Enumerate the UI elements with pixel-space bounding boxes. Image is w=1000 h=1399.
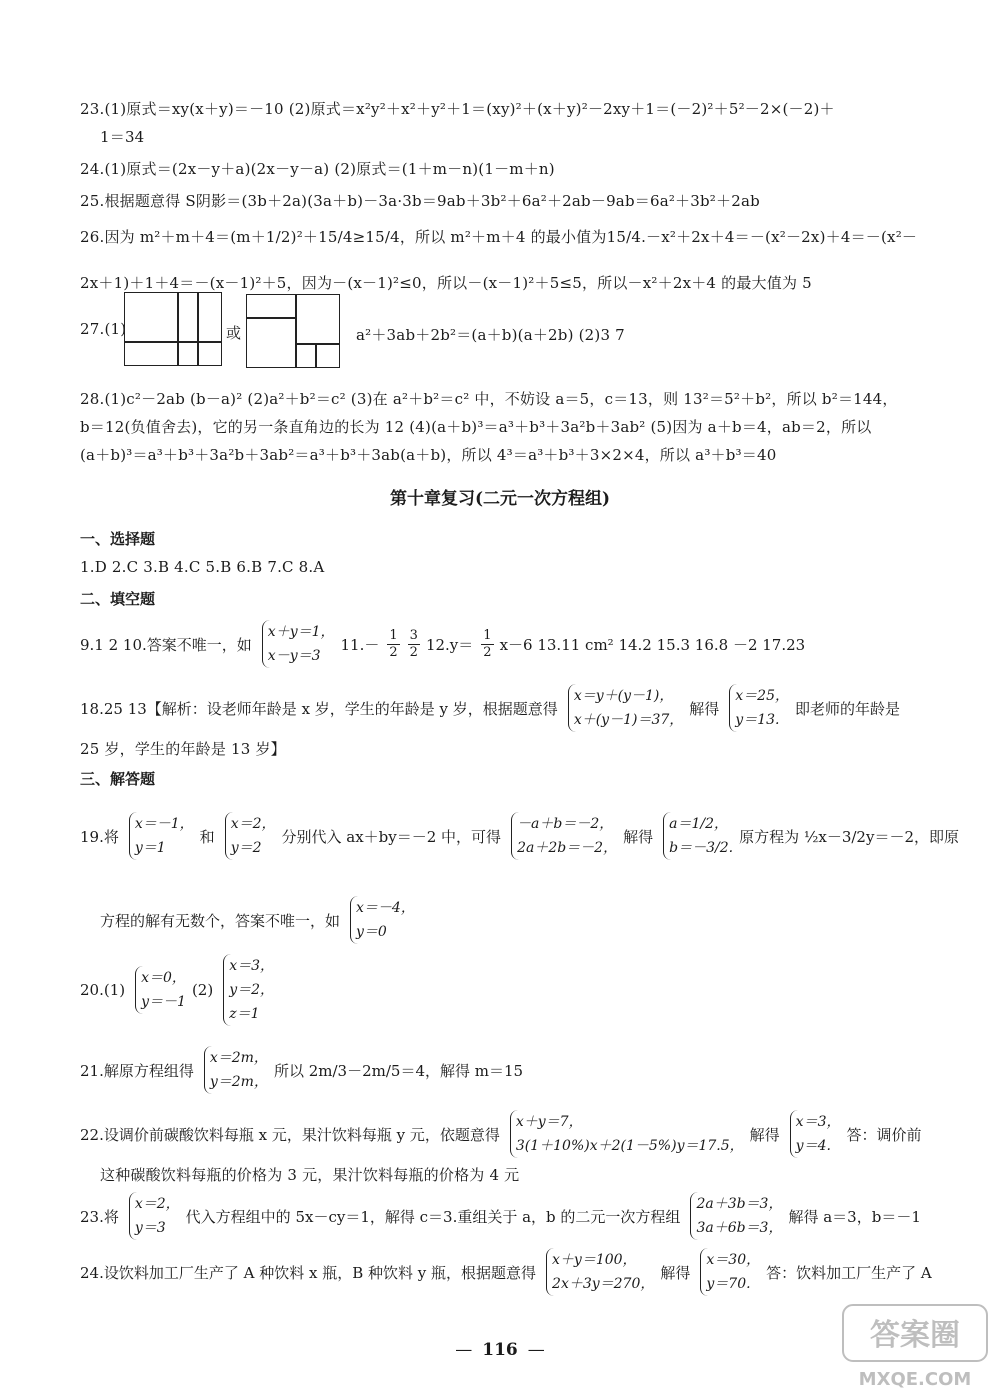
line-28b: b＝12(负值舍去)，它的另一条直角边的长为 12 (4)(a＋b)³＝a³＋b³＋3a²b＋3ab² (5)因为 a＋b＝4，ab＝2，所以 xyxy=(80,418,872,436)
system-19e: x＝－4， y＝0 xyxy=(350,896,415,944)
text-24n-end: 答：饮料加工厂生产了 A xyxy=(766,1263,932,1282)
line-27-or: 或 xyxy=(226,324,242,342)
line-26b: 2x＋1)＋1＋4＝－(x－1)²＋5，因为－(x－1)²≤0，所以－(x－1)²＋5≤5，所以－x²＋2x＋4 的最大值为 5 xyxy=(80,274,812,292)
fraction-12: $\frac{1}{2}$ xyxy=(483,627,492,660)
text-11: 11.－ xyxy=(340,635,380,654)
figure-rectangle-a xyxy=(124,292,222,366)
system-19d: a＝1/2， b＝－3/2. xyxy=(663,812,733,860)
row-19 xyxy=(80,812,965,860)
chapter-heading: 第十章复习(二元一次方程组) xyxy=(389,489,611,509)
choice-answers: 1.D 2.C 3.B 4.C 5.B 6.B 7.C 8.A xyxy=(80,558,325,576)
text-18: 18.25 13【解析：设老师年龄是 x 岁，学生的年龄是 y 岁，根据题意得 xyxy=(80,699,558,718)
svg-text:答案圈: 答案圈 xyxy=(870,1318,960,1353)
line-28c: (a＋b)³＝a³＋b³＋3a²b＋3ab²＝a³＋b³＋3ab(a＋b)，所以 4³＝a³＋b³＋3×2×4，所以 a³＋b³＝40 xyxy=(80,446,777,464)
text-23n-pre: 23.将 xyxy=(80,1207,119,1226)
text-21-pre: 21.解原方程组得 xyxy=(80,1061,194,1080)
text-20-pre: 20.(1) xyxy=(80,981,126,999)
line-25: 25.根据题意得 S阴影＝(3b＋2a)(3a＋b)－3a·3b＝9ab＋3b²＋6a²＋2ab－9ab＝6a²＋3b²＋2ab xyxy=(80,192,760,210)
page-number: — 116 — xyxy=(455,1340,545,1360)
system-19a: x＝－1， y＝1 xyxy=(129,812,194,860)
system-10: x＋y＝1， x－y＝3 xyxy=(262,620,335,668)
system-22-result: x＝3， y＝4. xyxy=(790,1110,841,1158)
text-19-mid: 分别代入 ax＋by＝－2 中，可得 xyxy=(281,827,502,846)
text-19-pre: 19.将 xyxy=(80,827,119,846)
text-12-17: x－6 13.11 cm² 14.2 15.3 16.8 －2 17.23 xyxy=(499,635,806,654)
watermark-logo xyxy=(835,1295,995,1395)
system-22: x＋y＝7， 3(1＋10%)x＋2(1－5%)y＝17.5， xyxy=(510,1110,744,1158)
system-24n-result: x＝30， y＝70. xyxy=(700,1248,760,1296)
row-9-17 xyxy=(80,620,811,668)
system-23n: x＝2， y＝3 xyxy=(129,1192,180,1240)
system-19c: －a＋b＝－2， 2a＋2b＝－2， xyxy=(511,812,617,860)
system-18: x＝y＋(y－1)， x＋(y－1)＝37， xyxy=(568,684,683,732)
text-18-solve: 解得 xyxy=(689,699,720,718)
line-24: 24.(1)原式＝(2x－y＋a)(2x－y－a) (2)原式＝(1＋m－n)(1－m＋n) xyxy=(80,160,555,178)
row-19b xyxy=(100,896,421,944)
line-18b: 25 岁，学生的年龄是 13 岁】 xyxy=(80,740,286,758)
figure-rectangle-b xyxy=(246,294,340,368)
line-23a: 23.(1)原式＝xy(x＋y)＝－10 (2)原式＝x²y²＋x²＋y²＋1＝(xy)²＋(x＋y)²－2xy＋1＝(－2)²＋5²－2×(－2)＋ xyxy=(80,100,835,118)
row-23n xyxy=(80,1192,927,1240)
line-23b: 1＝34 xyxy=(100,128,145,146)
svg-text:MXQE.COM: MXQE.COM xyxy=(858,1369,972,1390)
system-23n-ab: 2a＋3b＝3， 3a＋6b＝3， xyxy=(690,1192,782,1240)
text-19-solve: 解得 xyxy=(623,827,654,846)
text-22-end: 答：调价前 xyxy=(846,1125,922,1144)
text-23n-mid: 代入方程组中的 5x－cy＝1，解得 c＝3.重组关于 a，b 的二元一次方程组 xyxy=(185,1207,681,1226)
row-21 xyxy=(80,1046,529,1094)
line-26a: 26.因为 m²＋m＋4＝(m＋1/2)²＋15/4≥15/4，所以 m²＋m＋4 的最小值为15/4.－x²＋2x＋4＝－(x²－2x)＋4＝－(x²－ xyxy=(80,228,918,246)
text-19b: 方程的解有无数个，答案不唯一，如 xyxy=(100,911,341,930)
text-24n-pre: 24.设饮料加工厂生产了 A 种饮料 x 瓶，B 种饮料 y 瓶，根据题意得 xyxy=(80,1263,537,1282)
section-choice: 一、选择题 xyxy=(80,530,156,548)
line-27-label: 27.(1) xyxy=(80,320,127,338)
line-27-rest: a²＋3ab＋2b²＝(a＋b)(a＋2b) (2)3 7 xyxy=(356,326,625,344)
section-fill: 二、填空题 xyxy=(80,590,156,608)
system-18-result: x＝25， y＝13. xyxy=(729,684,789,732)
row-20 xyxy=(80,954,280,1026)
text-9-10: 9.1 2 10.答案不唯一，如 xyxy=(80,635,252,654)
line-28a: 28.(1)c²－2ab (b－a)² (2)a²＋b²＝c² (3)在 a²＋b²＝c² 中，不妨设 a＝5，c＝13，则 13²＝5²＋b²，所以 b²＝144， xyxy=(80,390,898,408)
system-19b: x＝2， y＝2 xyxy=(225,812,276,860)
row-18 xyxy=(80,684,906,732)
text-12: 12.y＝ xyxy=(425,635,474,654)
system-24n: x＋y＝100， 2x＋3y＝270， xyxy=(546,1248,654,1296)
text-18-end: 即老师的年龄是 xyxy=(795,699,901,718)
row-24n-visible xyxy=(80,1248,938,1296)
text-22-pre: 22.设调价前碳酸饮料每瓶 x 元，果汁饮料每瓶 y 元，依题意得 xyxy=(80,1125,500,1144)
text-23n-end: 解得 a＝3，b＝－1 xyxy=(788,1207,921,1226)
row-22 xyxy=(80,1110,928,1158)
system-20a: x＝0， y＝－1 xyxy=(135,966,186,1014)
section-solve: 三、解答题 xyxy=(80,770,156,788)
text-19-end: 原方程为 ½x－3/2y＝－2，即原 xyxy=(739,827,959,846)
text-20-mid: (2) xyxy=(191,981,214,999)
text-24n-solve: 解得 xyxy=(660,1263,691,1282)
fraction-11b: $\frac{3}{2}$ xyxy=(409,627,418,660)
text-21-end: 所以 2m/3－2m/5＝4，解得 m＝15 xyxy=(273,1061,524,1080)
fraction-11a: $\frac{1}{2}$ xyxy=(389,627,398,660)
system-20b: x＝3， y＝2， z＝1 xyxy=(223,954,274,1026)
text-19-and: 和 xyxy=(199,827,215,846)
system-21: x＝2m， y＝2m， xyxy=(204,1046,268,1094)
text-22-solve: 解得 xyxy=(749,1125,780,1144)
line-22b: 这种碳酸饮料每瓶的价格为 3 元，果汁饮料每瓶的价格为 4 元 xyxy=(100,1166,520,1184)
